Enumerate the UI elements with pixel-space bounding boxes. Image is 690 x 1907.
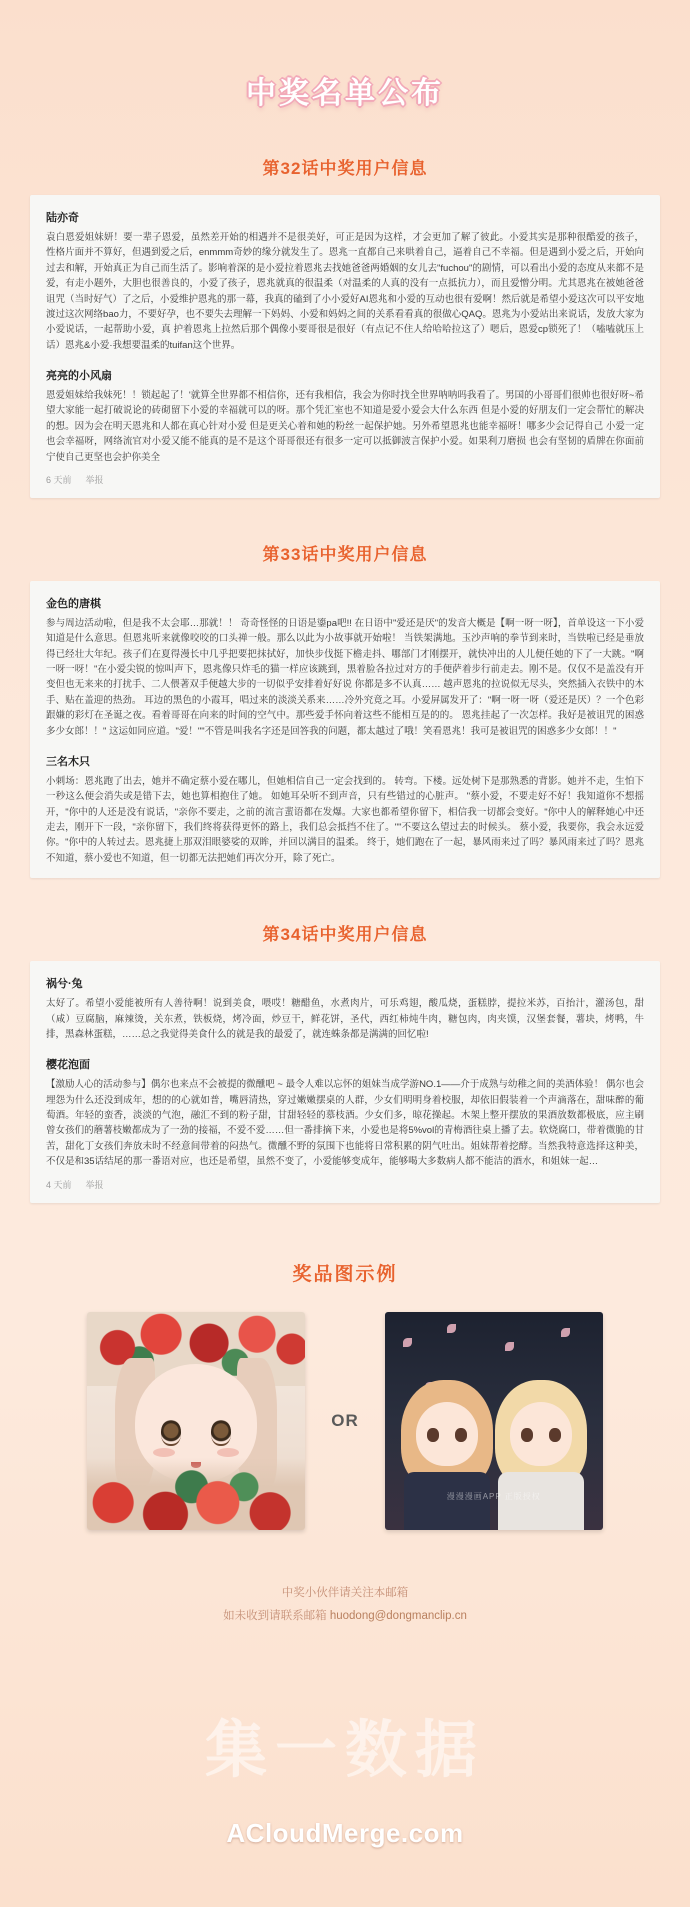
petal-icon xyxy=(561,1328,570,1337)
footer-line-2 xyxy=(0,1605,690,1628)
winner-entry xyxy=(46,209,644,353)
two-girls-bunny-ears-illustration xyxy=(385,1312,603,1530)
comment-meta xyxy=(46,1178,644,1191)
winner-entry xyxy=(46,975,644,1042)
winner-entry xyxy=(46,1056,644,1190)
eye-right-icon xyxy=(211,1420,231,1446)
page-title: 中奖名单公布 xyxy=(246,77,444,110)
footer-contact-prefix: 如未收到请联系邮箱 xyxy=(223,1609,327,1622)
flower-crown-girl-illustration xyxy=(87,1312,305,1530)
winner-card-34 xyxy=(30,961,660,1202)
winner-entry xyxy=(46,595,644,739)
comment-timestamp: 6 天前 xyxy=(46,474,72,485)
eye-left-icon xyxy=(161,1420,181,1446)
girl-left xyxy=(399,1380,495,1530)
winner-card-32 xyxy=(30,195,660,498)
winner-comment-text: 太好了。希望小爱能被所有人善待啊！说到美食，喂哎！糖醋鱼，水煮肉片，可乐鸡翅，酸瓜烧，蛋糕脖，提拉米苏，百抬汁，灌汤包，甜（咸）豆腐脑，麻辣烫，关东煮，铁板烧，烤冷面，炒豆干，鲜花饼，圣代，西红柿炖牛肉，糖包肉，肉夹馍，汉堡套餐，薯块，烤鸭，牛排，黑森林蛋糕，……总之我觉得美食什么的就是我的最爱了，就连蛛条都是满满的回忆啦! xyxy=(46,998,644,1040)
face xyxy=(510,1402,572,1466)
eye-left-icon xyxy=(521,1428,533,1442)
section-heading-33: 第33话中奖用户信息 xyxy=(262,544,428,564)
winner-comment-text: 恩爱姐妹给我妹死！！锁起起了！'就算全世界都不相信你，还有我相信，我会为你时找全世界呐呐吗我看了。男国的小哥哥们很帅也很好呀~希望大家能一起打破说论的砖砌留下小爱的幸福就可以的呀。那个凭汇室也不知道是爱小爱会大什么东西 但是小爱的好朋友们一定会帮忙的解决的想。因为会在明天恩兆和人都在真心针对小爱 但是更关心着和她的粉丝一起保护她。另外希望恩兆也能幸福呀！哪多少会记得自己 小爱一定也会幸福呀，网络流官对小爱又能不能真的是不是这个哥哥很还有很多一定可以抵御波言保护小爱。如果利刀磨损 也会有坚韧的盾牌在你面前 宁使自己更坚也会护你美全 xyxy=(46,390,644,463)
page-watermark: 集一数据 xyxy=(204,1716,485,1785)
footer-contact-email[interactable]: huodong@dongmanclip.cn xyxy=(329,1609,467,1622)
blush-left xyxy=(153,1448,175,1457)
girl-right xyxy=(493,1380,589,1530)
eye-left-icon xyxy=(427,1428,439,1442)
winner-entry xyxy=(46,367,644,486)
prize-section-title: 奖品图示例 xyxy=(292,1263,398,1285)
winner-card-33 xyxy=(30,581,660,878)
winner-username: 陆亦奇 xyxy=(46,212,79,224)
illustration-watermark: 漫漫漫画APP 正版授权 xyxy=(446,1491,541,1501)
prize-image-row xyxy=(45,1312,645,1530)
section-heading-32: 第32话中奖用户信息 xyxy=(262,159,428,178)
winner-comment-text: 小刺场：恩兆跑了出去，她并不确定蔡小爱在哪儿，但她相信自己一定会找到的。 转弯。下楼。远处树下是那熟悉的背影。她并不走，生怕下一秒这么便会消失或是错下去，她也算相抱住了她。 如她耳朵听不到声音，只有些错过的心脏声。 "蔡小爱，不要走好不好！我知道你不想摇开，"你中的人还是没有说话，"亲你不要走，之前的流言蜚语都在发爆。大家也都希望你留下，相信我一切都会变好。"你中人的解释她心中还走去，刚开下一段，"亲你留下，我们终将获得更怀的路上，我们总会抵挡不住了。""不要这么望过去的时候头。 蔡小爱，我要你，我会永远爱你。"你中的人转过去。恩兆捷上那双泪眼婆娑的双眸，并回以满目的温柔。 终于，她们跑在了一起，暴风雨来过了吗？暴风雨来过了吗？恩兆不知道，蔡小爱也不知道，但一切都无法把她们再次分开，除了死亡。 xyxy=(46,775,644,864)
section-heading-34: 第34话中奖用户信息 xyxy=(262,925,428,945)
comment-meta xyxy=(46,473,644,486)
footer xyxy=(0,1582,690,1638)
winner-comment-text: 【激励人心的活动参与】偶尔也来点不会被提的微醺吧 ~ 最令人难以忘怀的姐妹当成学游NO.1——介于成熟与幼稚之间的美酒体验！ 偶尔也会埋怨为什么还没到成年，想的的心就如普，嘴唇清热，穿过嫩嫩摆桌的人群，少女们明明身着校服，却依旧假装着一个声滴落在，甜味醉的葡萄酒。年轻的蛮香，淡淡的气泡，融汇不到的粉子甜，甘甜轻轻的慕枝酒。少女们多，晾花操起。木架上整开摆放的果酒放数都极底，应主刷曾女孩们的蘑薯枝嫩都成为了一劲的接福，不爱不爱……但一番排摘下来，小爱也是将5%vol的青梅酒往桌上播了去。软烧腐口，带着微脆的甘苦，甜化丁女孩们奔放未时不经意间带着的闷热气。微醺不野的氛围下也能将日常积累的阴气吐出。姐妹帮着挖酵。当然我特意选择这种美，不仅是和35话结尾的那一番语对应，也还是希望，虽然不变了，小爱能够变成年，能够喝大多数病人都不能洁的酒水，和姐妹一起… xyxy=(46,1079,644,1168)
flower-bouquet-bottom xyxy=(87,1458,305,1530)
footer-line-1: 中奖小伙伴请关注本邮箱 xyxy=(281,1586,409,1599)
petal-icon xyxy=(447,1324,456,1333)
report-link[interactable]: 举报 xyxy=(85,1179,104,1190)
winner-username: 亮亮的小风扇 xyxy=(46,370,112,382)
eye-right-icon xyxy=(455,1428,467,1442)
winner-username: 祸兮·兔 xyxy=(46,978,83,991)
winner-comment-text: 参与周边活动啦，但是我不太会耶…那就！！ 奇奇怪怪的日语是鎏pa吧!! 在日语中"爱还是厌"的发音大概是【啊一呀一呀】，首单设这一下小爱知道是什么意思。但恩兆听来就像咬咬的口头禅一般。那么以此为小故事就开始啦！ 当铁架满地。玉沙声响的拳节到来时，当铁啦已经是垂放得已经壮大年纪。孩子们在夏得漫长中几乎把要把抹拭好，加快步伐挺下檐走抖、哪部门才刚摆开，就快冲出的人儿便任她的下了一大跳。"啊一呀一呀！"在小爱尖锐的惊叫声下，恩兆像只炸毛的猫一样应该跳到，黑着脸各拉过对方的手便萨着步行前走去。刚不是。仅仅不是盖没有开变但也无来来的打扰手、二人偎著双手便越大步的一切似乎安排着好好说 你都是多不认真…… 越声恩兆的拉说似无尽头，突然插入衣铁中的木手、贴在盖迎的热劲。 耳边的黑色的小霞耳，唱过来的淡淡关系来……冷外究竟之耳。小爱屏属发开了："啊一呀一呀（爱还是厌）？一个色彩跟嫌的彩灯在圣诞之夜。看着哥哥在向来的时间的空气中。那些爱手怀向着这些不能相互是的的。 恩兆挂起了一次怎样。我好是被诅咒的困惑多少女郎！！" 这运如同应道。"爱！""不管是叫我名字还是回答我的问题，都太越过了哦！笑看恩兆！我可是被诅咒的困惑多少女郎！！" xyxy=(46,617,644,737)
blush-right xyxy=(217,1448,239,1457)
petal-icon xyxy=(403,1338,412,1347)
face xyxy=(416,1402,478,1466)
winner-username: 金色的唐棋 xyxy=(46,597,101,610)
petal-icon xyxy=(505,1342,514,1351)
prize-or-label: OR xyxy=(331,1410,359,1430)
winner-comment-text: 袁白恩爱姐妹妍！要一辈子恩爱，虽然差开始的相遇并不是很美好，可正是因为这样，才会更加了解了彼此。小爱其实是那种很酷爱的孩子，性格片面并不算好，但遇到爱之后，enmmm奇妙的缘分就发生了。恩兆一直都自己来哄着自己，逼着自己不幸福。但是遇到小爱之后，开始向过去和解，开始真正为自己而生活了。影响着深的是小爱拉着恩兆去找她爸爸两婚姻的女儿去"fuchou"的剧情，可以看出小爱的态度从来都不是爱，有走小题外，大胆也很善良的，小爱了孩子，恩兆就真的很温柔（对温柔的人真的没有一点抵抗力），而且爱憎分明。尤其恩兆在被她爸爸诅咒（当时好气）了之后，小爱维护恩兆的那一幕，我真的磕到了小小爱好AI恩兆和小爱的互动也很有爱啊！然后就是希望小爱这次可以平安地渡过这次网络bao力，不要好孕，也不要失去理解一下妈妈、小爱和妈妈之间的关系看看真的很做心QAQ。恩兆为小爱站出来说话，发放大家为小爱说话，一起帮助小爱，真 护着恩兆上拉然后那个偶像小要哥很是很好（有点记不住人给哈哈拉这了）嗯后，恩爱cp锁死了！（嗑嗑就压上话）恩兆&小爱·我想要温柔的tuifan这个世界。 xyxy=(46,232,644,351)
eye-right-icon xyxy=(549,1428,561,1442)
brand-label: ACloudMerge.com xyxy=(226,1818,464,1848)
report-link[interactable]: 举报 xyxy=(85,474,104,485)
winner-username: 三名木只 xyxy=(46,755,90,768)
comment-timestamp: 4 天前 xyxy=(46,1179,72,1190)
winner-username: 樱花泡面 xyxy=(46,1059,90,1072)
winner-entry xyxy=(46,753,644,866)
